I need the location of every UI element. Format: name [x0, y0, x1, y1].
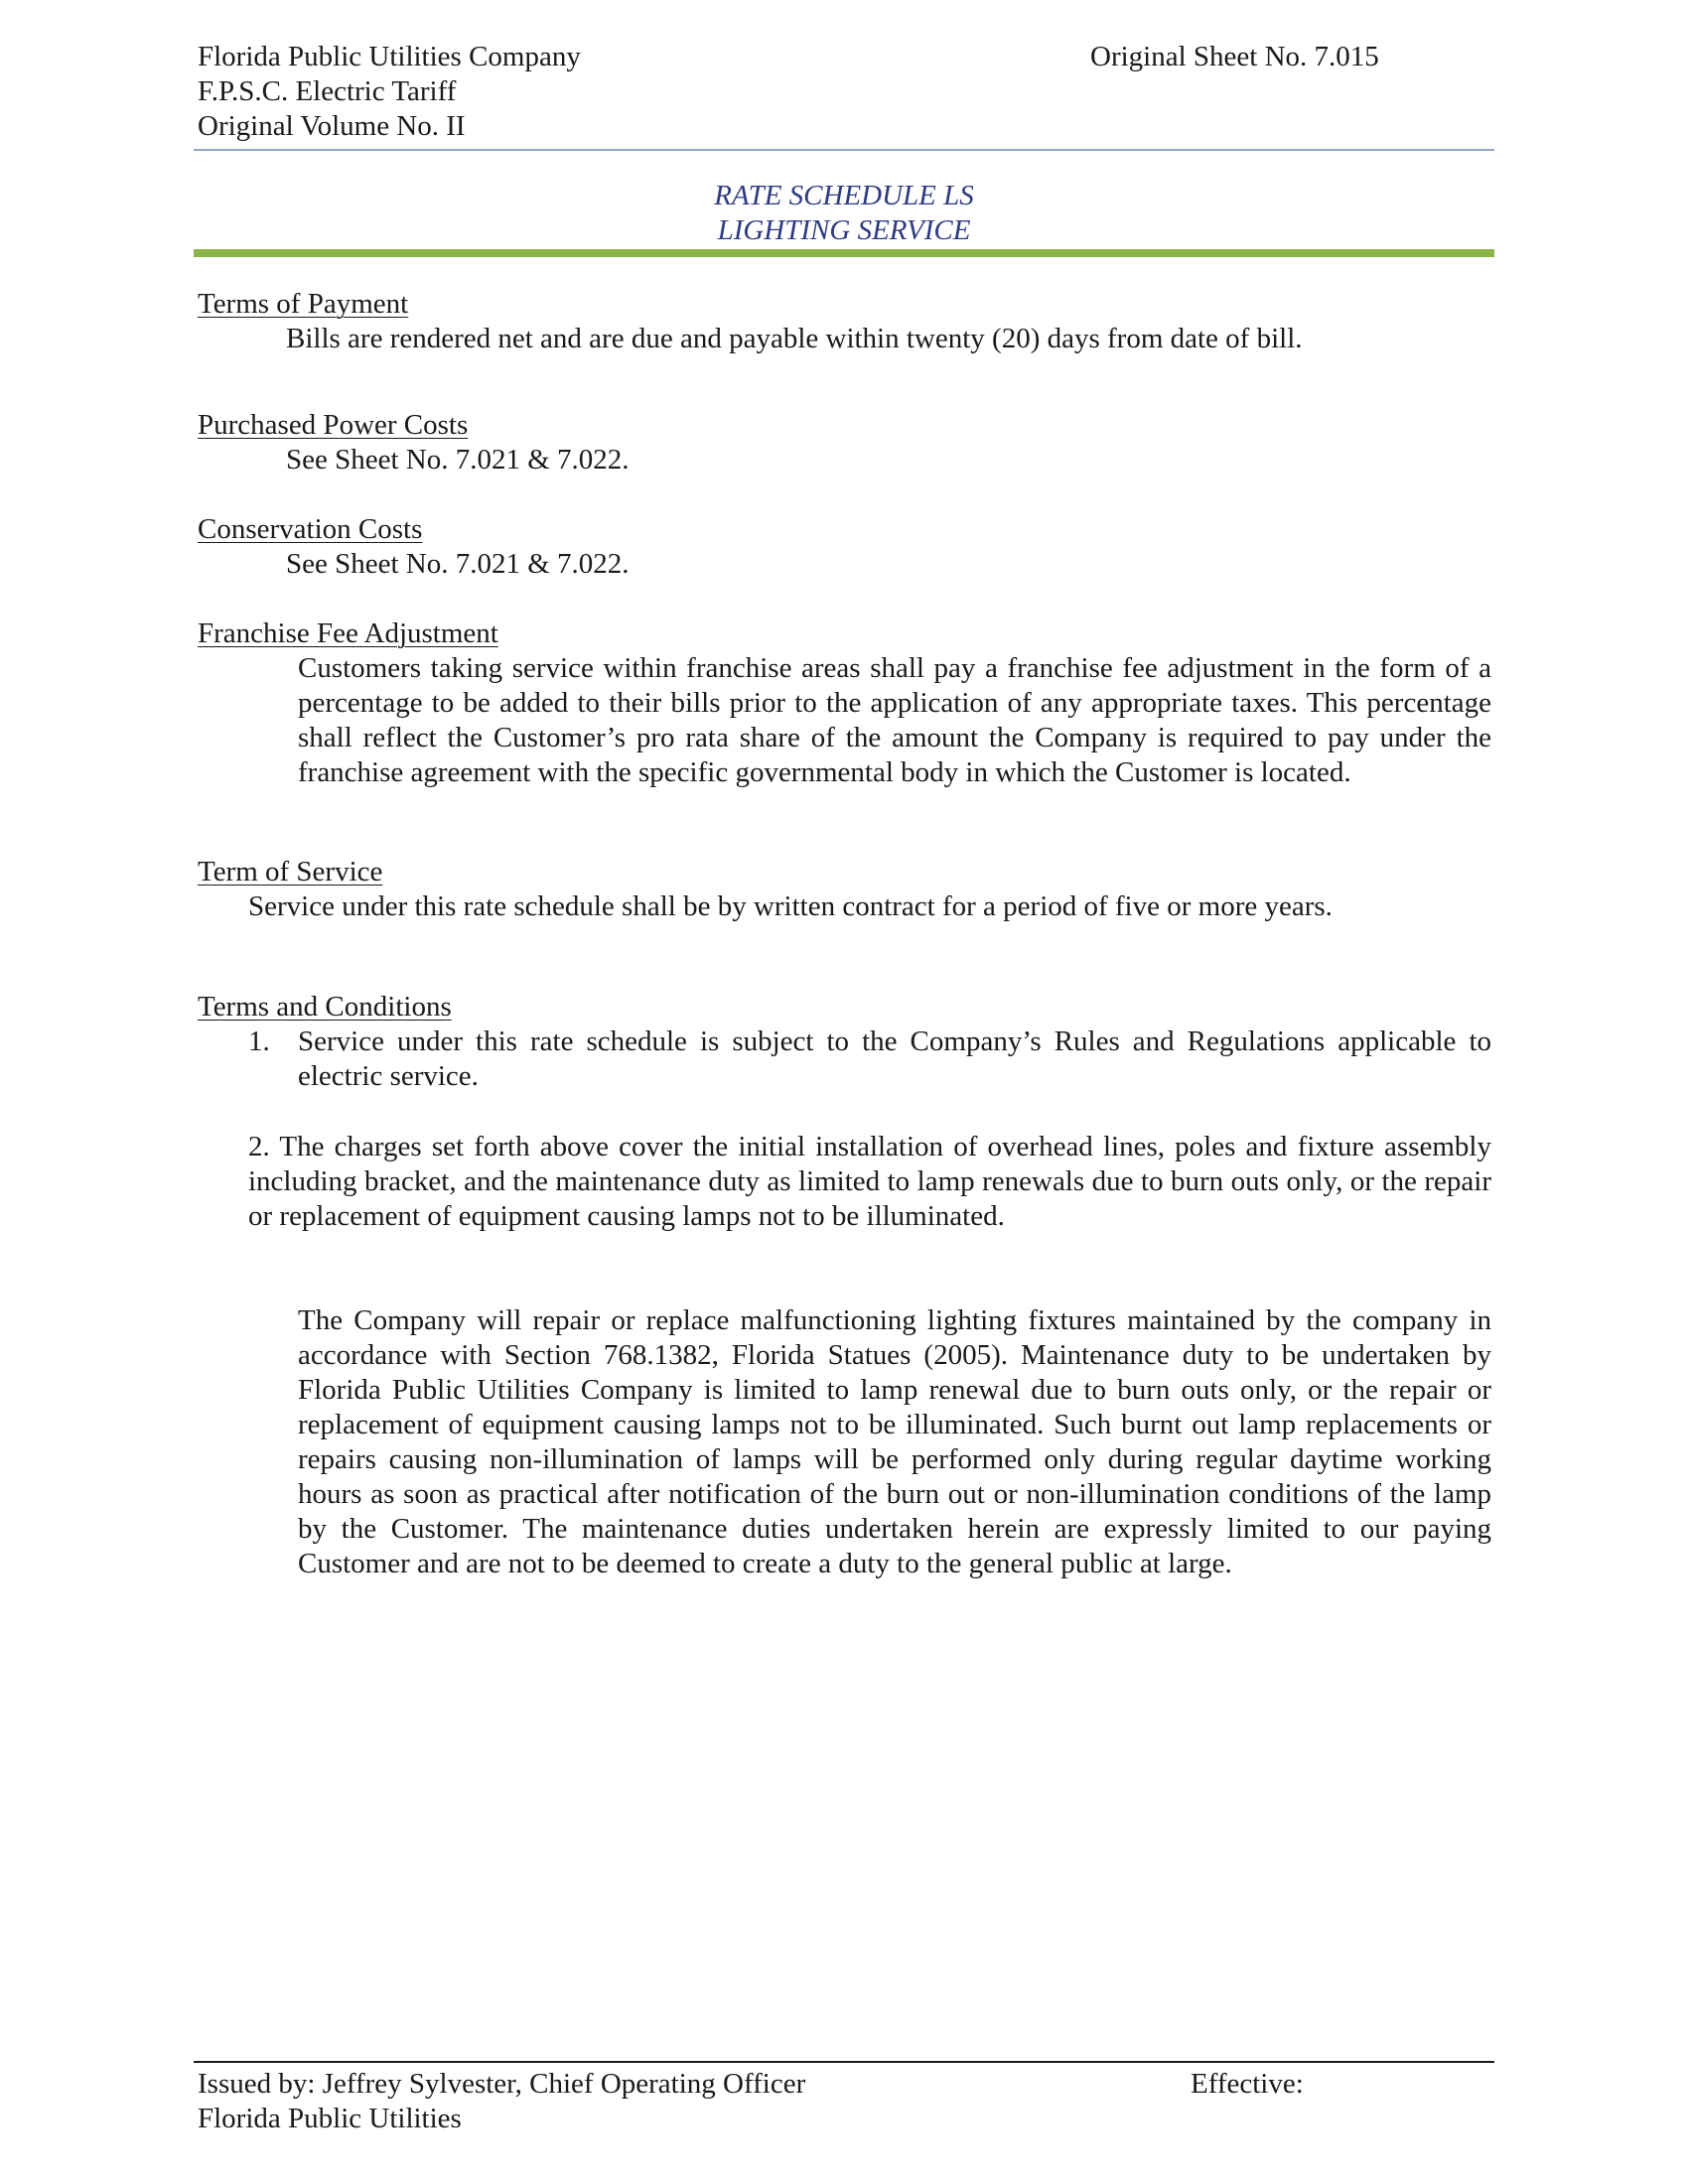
franchise-fee-text: Customers taking service within franchise areas shall pay a franchise fee adjustment in the form of a percentage to be added to their bills prior to the application of any appropriate taxes. This percentage shall reflect the Customer’s pro rata share of the amount the Company is required to pay under the franchise agreement with the specific governmental body in which the Customer is located. [298, 652, 1491, 788]
page-title [194, 179, 1494, 248]
item-2-paragraph: The Company will repair or replace malfunctioning lighting fixtures maintained by the company in accordance with Section 768.1382, Florida Statues (2005). Maintenance duty to be undertaken by Florida Public Utilities Company is limited to lamp renewal due to burn outs only, or the repair or replacement of equipment causing lamps not to be illuminated. Such burnt out lamp replacements or repairs causing non-illumination of lamps will be performed only during regular daytime working hours as soon as practical after notification of the burn out or non-illumination conditions of the lamp by the Customer. The maintenance duties undertaken herein are expressly limited to our paying Customer and are not to be deemed to create a duty to the general public at large. [298, 1304, 1491, 1579]
tariff-name: F.P.S.C. Electric Tariff [198, 75, 457, 107]
title-line-1: RATE SCHEDULE LS [714, 180, 974, 211]
header-left [198, 40, 893, 144]
sheet-number: Original Sheet No. 7.015 [1090, 41, 1379, 72]
terms-of-payment-heading: Terms of Payment [198, 288, 409, 320]
header-divider [194, 149, 1494, 151]
franchise-fee-heading: Franchise Fee Adjustment [198, 617, 498, 649]
terms-of-payment-text: Bills are rendered net and are due and payable within twenty (20) days from date of bill. [286, 323, 1303, 354]
conservation-text: See Sheet No. 7.021 & 7.022. [286, 548, 630, 580]
item-2-text: 2. The charges set forth above cover the initial installation of overhead lines, poles and fixture assembly including bracket, and the maintenance duty as limited to lamp renewals due to burn outs only, or the repair or replacement of equipment causing lamps not to be illuminated. [248, 1131, 1491, 1232]
purchased-power-heading: Purchased Power Costs [198, 409, 469, 441]
footer-left [198, 2067, 805, 2136]
volume-name: Original Volume No. II [198, 110, 466, 142]
footer-divider [194, 2061, 1494, 2063]
title-line-2: LIGHTING SERVICE [717, 214, 971, 246]
effective-label: Effective: [1191, 2068, 1304, 2100]
item-1-number: 1. [248, 1025, 270, 1057]
purchased-power-text: See Sheet No. 7.021 & 7.022. [286, 444, 630, 476]
term-of-service-text: Service under this rate schedule shall be by written contract for a period of five or more years. [248, 890, 1333, 922]
item-1-text: Service under this rate schedule is subject to the Company’s Rules and Regulations applicable to electric service. [298, 1025, 1491, 1092]
issued-by: Issued by: Jeffrey Sylvester, Chief Operating Officer [198, 2068, 806, 2100]
term-of-service-heading: Term of Service [198, 856, 383, 887]
title-divider [194, 249, 1494, 257]
company-name: Florida Public Utilities Company [198, 41, 581, 72]
footer-company: Florida Public Utilities [198, 2103, 462, 2134]
conservation-heading: Conservation Costs [198, 513, 423, 545]
terms-conditions-heading: Terms and Conditions [198, 991, 452, 1023]
